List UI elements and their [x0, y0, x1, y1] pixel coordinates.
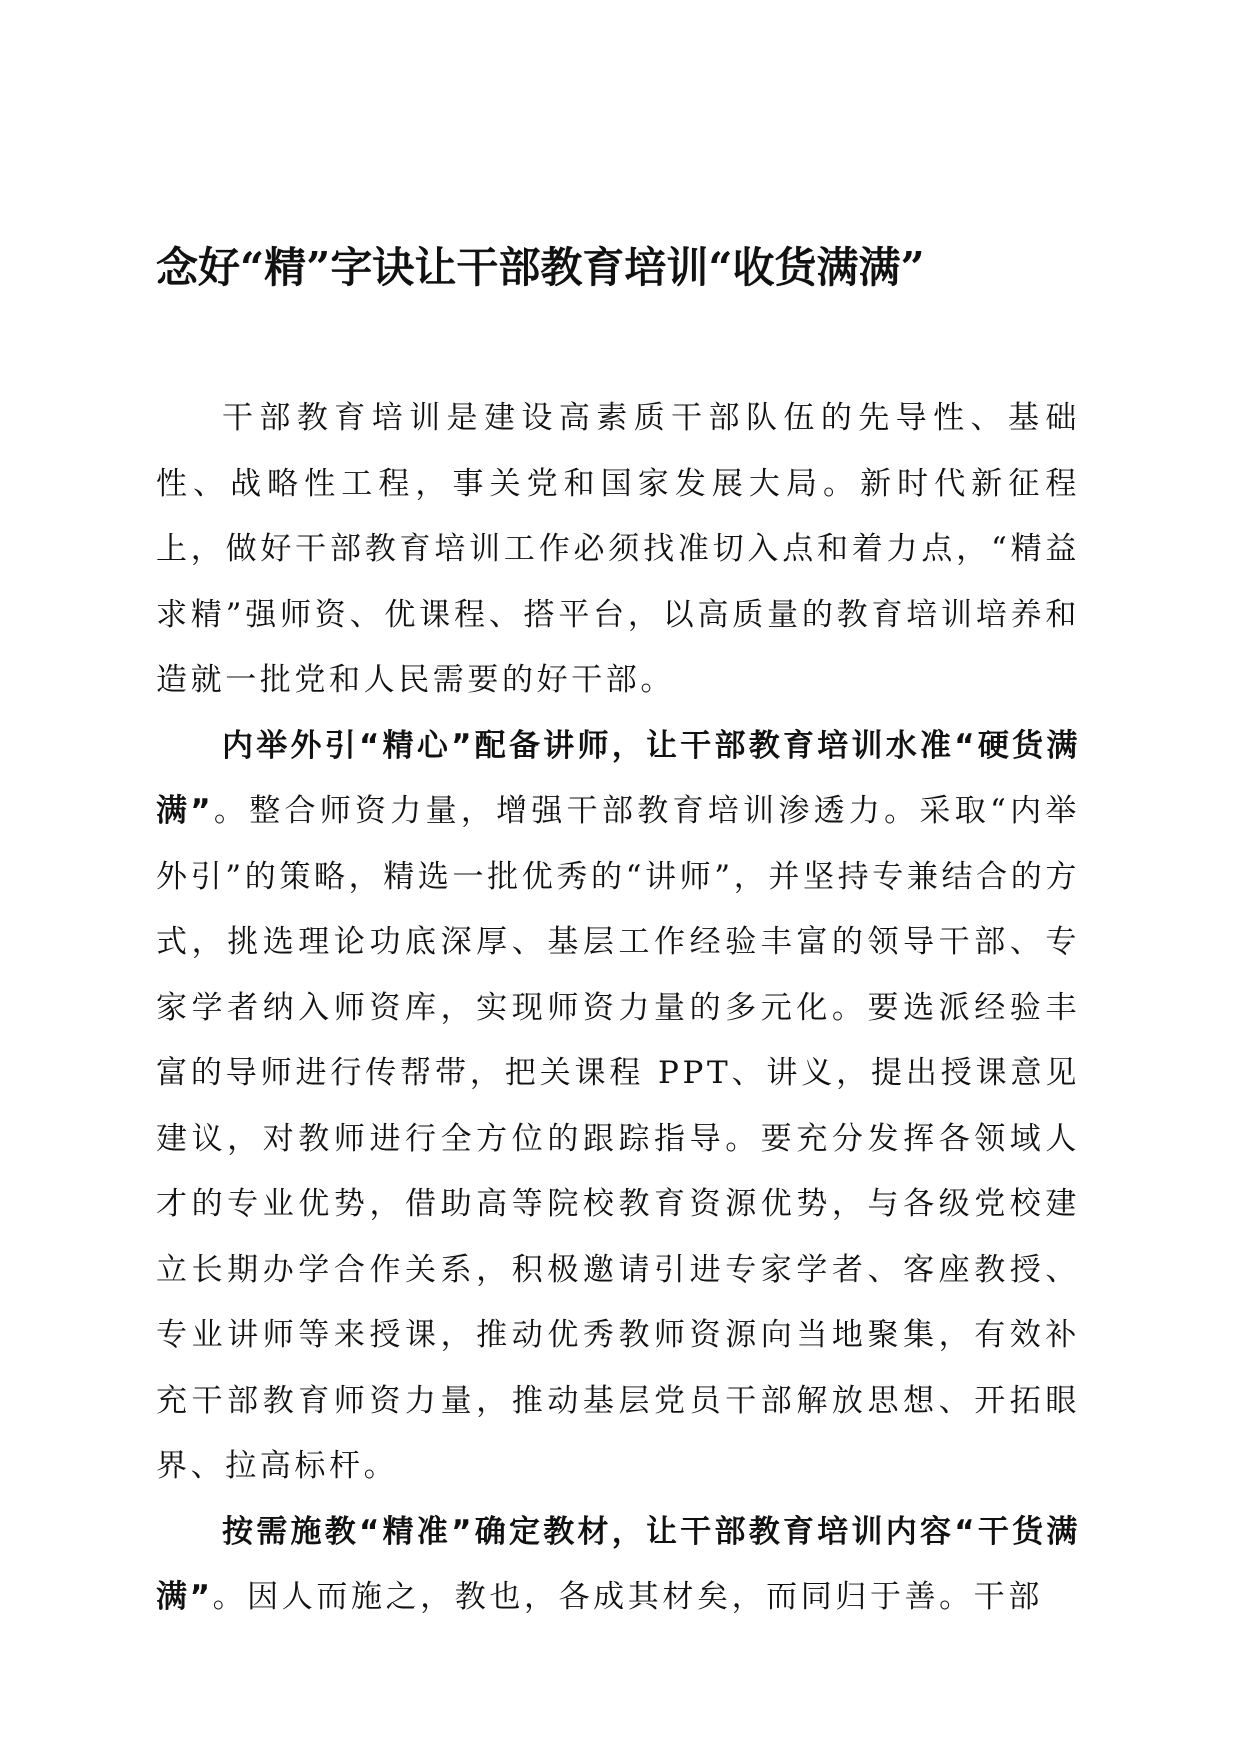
- paragraph-lead: 内举外引“精心”配备讲师，让干部教育培训水准“硬货满满”: [156, 727, 1080, 829]
- paragraph-text: 。整合师资力量，增强干部教育培训渗透力。采取“内举外引”的策略，精选一批优秀的“讲师”，并坚持专兼结合的方式，挑选理论功底深厚、基层工作经验丰富的领导干部、专家学者纳入师资库，实现师资力量的多元化。要选派经验丰富的导师进行传帮带，把关课程 PPT、讲义，提出授课意见建议，对教师进行全方位的跟踪指导。要充分发挥各领域人才的专业优势，借助高等院校教育资源优势，与各级党校建立长期办学合作关系，积极邀请引进专家学者、客座教授、专业讲师等来授课，推动优秀教师资源向当地聚集，有效补充干部教育师资力量，推动基层党员干部解放思想、开拓眼界、拉高标杆。: [156, 793, 1080, 1484]
- paragraph-lead: 按需施教“精准”确定教材，让干部教育培训内容“干货满满”: [156, 1513, 1080, 1615]
- paragraph-lecturers: [156, 714, 1080, 1500]
- paragraph-text: 干部教育培训是建设高素质干部队伍的先导性、基础性、战略性工程，事关党和国家发展大局。新时代新征程上，做好干部教育培训工作必须找准切入点和着力点，“精益求精”强师资、优课程、搭平台，以高质量的教育培训培养和造就一批党和人民需要的好干部。: [156, 400, 1080, 698]
- paragraph-intro: [156, 386, 1080, 714]
- paragraph-text: 。因人而施之，教也，各成其材矣，而同归于善。干部: [212, 1579, 1043, 1615]
- document-body: [156, 386, 1080, 1631]
- paragraph-materials: [156, 1500, 1080, 1631]
- page-title: 念好“精”字诀让干部教育培训“收货满满”: [156, 243, 925, 292]
